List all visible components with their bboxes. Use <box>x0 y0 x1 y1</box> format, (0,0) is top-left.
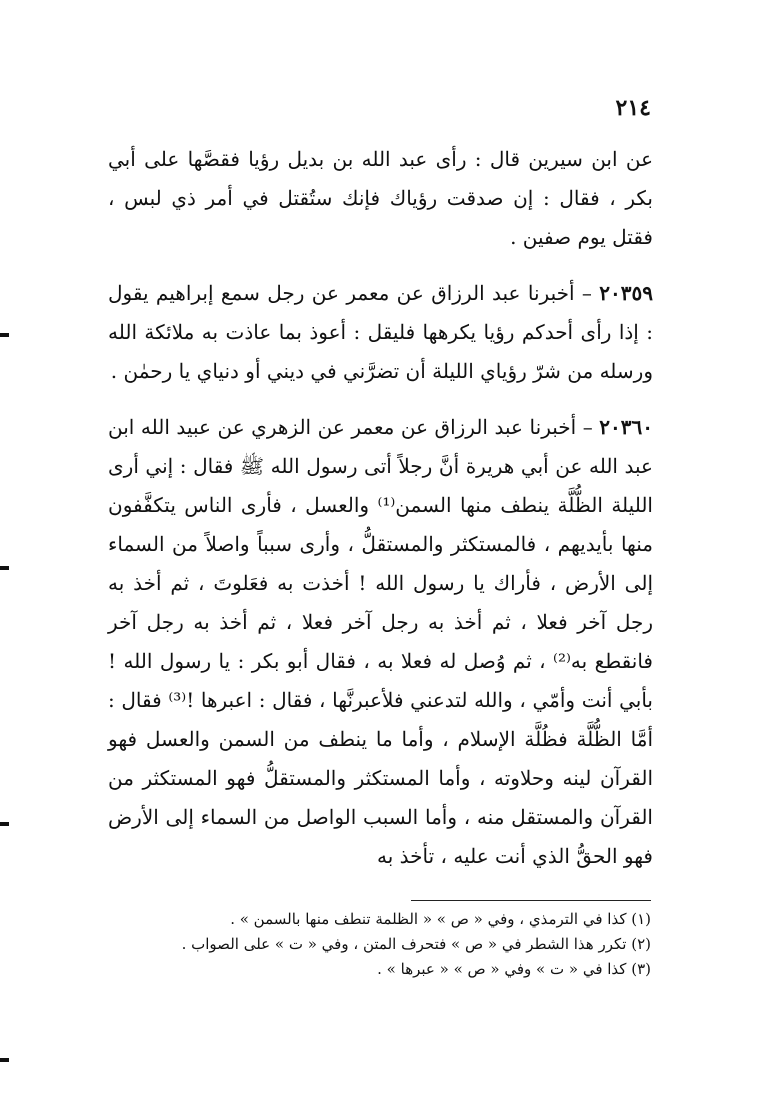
paragraph-hadith-20360 <box>108 408 653 876</box>
scan-edge-mark <box>0 333 9 337</box>
scan-edge-mark <box>0 822 9 826</box>
scan-edge-mark <box>0 1058 9 1062</box>
paragraph-hadith-20359 <box>108 274 653 391</box>
footnotes <box>106 907 651 982</box>
paragraph-ibn-sirin <box>108 140 653 257</box>
hadith-number: ٢٠٣٥٩ <box>599 281 653 305</box>
footnote-2: (٢) تكرر هذا الشطر في « ص » فتحرف المتن ، وفي « ت » على الصواب . <box>181 935 651 953</box>
footnote-3: (٣) كذا في « ت » وفي « ص » « عبرها » . <box>377 960 651 978</box>
paragraph-text: عن ابن سيرين قال : رأى عبد الله بن بديل رؤيا فقصَّها على أبي بكر ، فقال : إن صدقت رؤياك فإنك ستُقتل في أمر ذي لبس ، فقتل يوم صفين . <box>108 147 653 249</box>
footnote-1: (١) كذا في الترمذي ، وفي « ص » « الظلمة تنطف منها بالسمن » . <box>230 910 651 928</box>
footnote-divider <box>411 900 651 901</box>
scan-edge-mark <box>0 566 9 570</box>
paragraph-text: – أخبرنا عبد الرزاق عن معمر عن الزهري عن عبيد الله ابن عبد الله عن أبي هريرة أنَّ رجلاً أتى رسول الله ﷺ فقال : إني أرى الليلة الظُّلَّة ينطف منها السمن⁽¹⁾ والعسل ، فأرى الناس يتكفَّفون منها بأيديهم ، فالمستكثر والمستقلُّ ، وأرى سبباً واصلاً من السماء إلى الأرض ، فأراك يا رسول الله ! أخذت به فعَلوتَ ، ثم أخذ به رجل آخر فعلا ، ثم أخذ به رجل آخر فعلا ، ثم أخذ به رجل آخر فانقطع به⁽²⁾ ، ثم وُصل له فعلا به ، فقال أبو بكر : يا رسول الله ! بأبي أنت وأمّي ، والله لتدعني فلأعبرنَّها ، فقال : اعبرها !⁽³⁾ فقال : أمَّا الظُّلَّة فظُلَّة الإسلام ، وأما ما ينطف من السمن والعسل فهو القرآن لينه وحلاوته ، وأما المستكثر والمستقلُّ فهو المستكثر من القرآن والمستقل منه ، وأما السبب الواصل من السماء إلى الأرض فهو الحقُّ الذي أنت عليه ، تأخذ به <box>108 415 654 868</box>
hadith-number: ٢٠٣٦٠ <box>599 415 653 439</box>
paragraph-text: – أخبرنا عبد الرزاق عن معمر عن رجل سمع إبراهيم يقول : إذا رأى أحدكم رؤيا يكرهها فليقل : أعوذ بما عاذت به ملائكة الله ورسله من شرّ رؤياي الليلة أن تضرَّني في ديني أو دنياي يا رحمٰن . <box>108 281 653 383</box>
page-number: ٢١٤ <box>615 95 651 121</box>
main-text <box>108 140 653 876</box>
